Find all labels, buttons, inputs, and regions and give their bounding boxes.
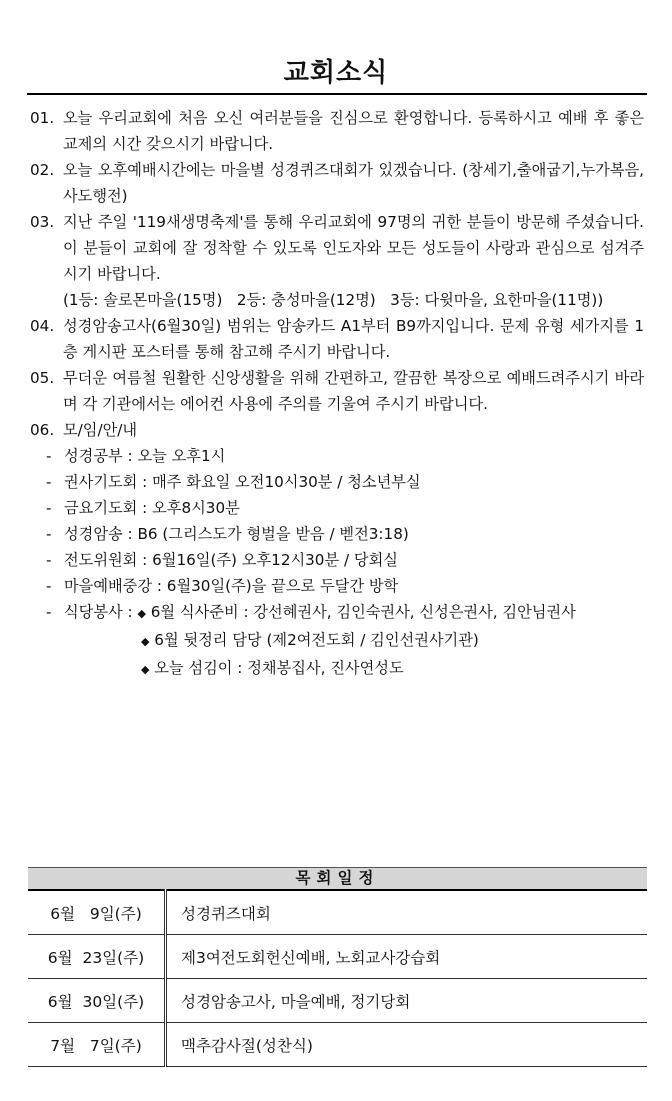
notice-item-04 [30,313,644,365]
notice-number: 04. [30,317,55,335]
bullet-icon: ◆ [141,663,150,676]
schedule-header: 목회일정 [28,867,647,889]
dining-item: 오늘 섬김이 : 정채봉집사, 진사연성도 [154,659,404,677]
schedule-event: 맥추감사절(성찬식) [166,1023,648,1067]
schedule-event: 성경암송고사, 마을예배, 정기당회 [166,979,648,1023]
dining-item: 6월 뒷정리 담당 (제2여전도회 / 김인선권사기관) [154,631,479,649]
schedule-date: 6월 9일(주) [28,890,166,935]
notice-number: 06. [30,421,55,439]
meeting-item: - 마을예배중강 : 6월30일(주)을 끝으로 두달간 방학 [46,577,399,595]
notice-text: 모/임/안/내 [63,421,138,439]
notice-number: 02. [30,161,55,179]
schedule-event: 제3여전도회헌신예배, 노회교사강습회 [166,935,648,979]
schedule-date: 7월 7일(주) [28,1023,166,1067]
notice-text: 성경암송고사(6월30일) 범위는 암송카드 A1부터 B9까지입니다. 문제 유형 세가지를 1층 게시판 포스터를 통해 참고해 주시기 바랍니다. [63,317,644,361]
dining-label: 식당봉사 : [64,603,133,621]
notice-number: 01. [30,109,55,127]
notice-list [30,105,644,683]
notice-number: 05. [30,369,55,387]
notice-item-01 [30,105,644,157]
dining-service-line [30,655,644,683]
title-divider [27,93,647,95]
bullet-icon: ◆ [141,635,150,648]
dining-service-line [30,627,644,655]
bullet-icon: ◆ [137,607,146,620]
notice-text: 지난 주일 '119새생명축제'를 통해 우리교회에 97명의 귀한 분들이 방문해 주셨습니다. 이 분들이 교회에 잘 정착할 수 있도록 인도자와 모든 성도들이 사랑과 관심으로 섬겨주시기 바랍니다. [63,213,644,283]
meeting-item: - 전도위원회 : 6월16일(주) 오후12시30분 / 당회실 [46,551,398,569]
schedule-date: 6월 23일(주) [28,935,166,979]
meeting-item: - 금요기도회 : 오후8시30분 [46,499,240,517]
meeting-item: - 권사기도회 : 매주 화요일 오전10시30분 / 청소년부실 [46,473,421,491]
schedule-table [28,889,647,1067]
notice-number: 03. [30,213,55,231]
notice-text: 무더운 여름철 원활한 신앙생활을 위해 간편하고, 깔끔한 복장으로 예배드려주시기 바라며 각 기관에서는 에어컨 사용에 주의를 기울여 주시기 바랍니다. [63,369,644,413]
schedule-event: 성경퀴즈대회 [166,890,648,935]
notice-item-02 [30,157,644,209]
notice-item-05 [30,365,644,417]
notice-ranking: (1등: 솔로몬마을(15명) 2등: 충성마을(12명) 3등: 다윗마을, 요한마을(11명)) [63,291,604,309]
page-title: 교회소식 [283,58,389,88]
notice-item-03 [30,209,644,313]
meeting-item: - 성경암송 : B6 (그리스도가 형벌을 받음 / 벧전3:18) [46,525,409,543]
table-row [28,979,647,1023]
dining-service: - 식당봉사 : ◆ 6월 식사준비 : 강선혜권사, 김인숙권사, 신성은권사, 김안님권사 [46,603,576,621]
notice-item-06 [30,417,644,443]
notice-text: 오늘 오후예배시간에는 마을별 성경퀴즈대회가 있겠습니다. (창세기,출애굽기,누가복음,사도행전) [63,161,644,205]
schedule-date: 6월 30일(주) [28,979,166,1023]
meeting-item: - 성경공부 : 오늘 오후1시 [46,447,226,465]
table-row [28,890,647,935]
notice-text: 오늘 우리교회에 처음 오신 여러분들을 진심으로 환영합니다. 등록하시고 예배 후 좋은교제의 시간 갖으시기 바랍니다. [63,109,644,153]
table-row [28,1023,647,1067]
table-row [28,935,647,979]
dining-item: 6월 식사준비 : 강선혜권사, 김인숙권사, 신성은권사, 김안님권사 [150,603,576,621]
